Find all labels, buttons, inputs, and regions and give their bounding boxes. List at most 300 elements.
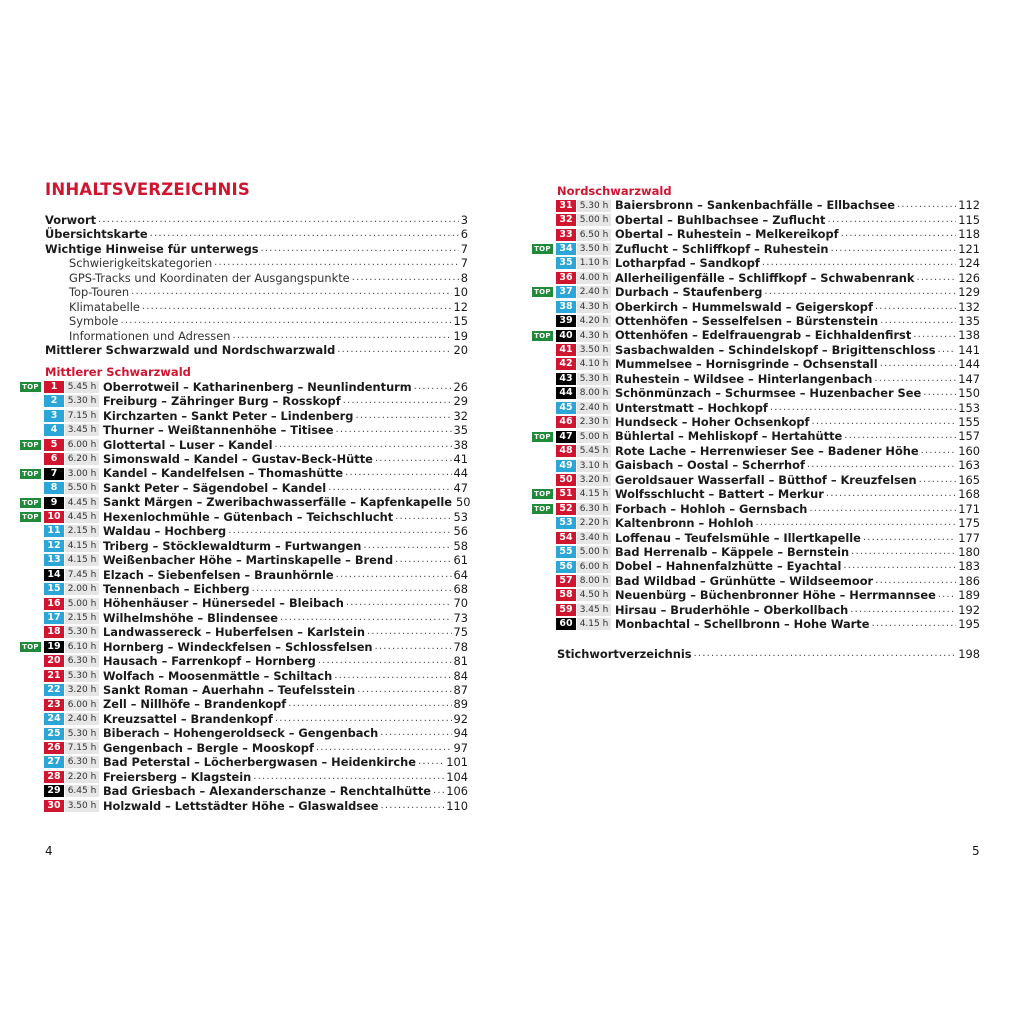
tour-duration: 7.45 h <box>65 569 99 581</box>
tour-entry[interactable] <box>20 741 468 755</box>
leader-dots <box>919 473 957 487</box>
tour-entry[interactable] <box>20 510 468 524</box>
tour-entry[interactable] <box>532 429 980 443</box>
tour-number-badge: 53 <box>556 517 576 529</box>
tour-entry[interactable] <box>20 438 468 452</box>
tour-title: Sasbachwalden – Schindelskopf – Brigittenschloss <box>615 342 936 357</box>
leader-dots <box>843 559 956 573</box>
leader-dots <box>812 415 957 429</box>
tour-entry[interactable] <box>20 697 468 711</box>
tour-page: 53 <box>453 509 468 524</box>
tour-entry[interactable] <box>532 588 980 602</box>
tour-entry[interactable] <box>532 242 980 256</box>
tour-title: Gaisbach – Oostal – Scherrhof <box>615 458 805 473</box>
section-nordschwarzwald <box>532 184 980 632</box>
tour-duration: 3.20 h <box>65 684 99 696</box>
leader-dots <box>232 329 451 343</box>
tour-entry[interactable] <box>20 669 468 683</box>
tour-page: 38 <box>453 437 468 452</box>
tour-title: Kirchzarten – Sankt Peter – Lindenberg <box>103 408 354 423</box>
tour-entry[interactable] <box>532 300 980 314</box>
tour-page: 192 <box>958 602 980 617</box>
top-tour-badge: TOP <box>20 382 41 392</box>
toc-entry[interactable] <box>20 256 468 270</box>
tour-entry[interactable] <box>532 285 980 299</box>
tour-number-badge: 45 <box>556 402 576 414</box>
tour-entry[interactable] <box>532 444 980 458</box>
leader-dots <box>380 726 451 740</box>
leader-dots <box>809 502 956 516</box>
tour-title: Wilhelmshöhe – Blindensee <box>103 610 278 625</box>
toc-entry[interactable] <box>20 343 468 357</box>
tour-entry[interactable] <box>532 271 980 285</box>
tour-number-badge: 9 <box>44 497 64 509</box>
tour-entry[interactable] <box>20 539 468 553</box>
tour-entry[interactable] <box>20 726 468 740</box>
leader-dots <box>755 516 956 530</box>
toc-entry-title: Klimatabelle <box>69 299 140 314</box>
tour-entry[interactable] <box>532 574 980 588</box>
tour-title: Baiersbronn – Sankenbachfälle – Ellbachsee <box>615 198 895 213</box>
top-tour-badge: TOP <box>20 440 41 450</box>
tour-duration: 5.30 h <box>65 626 99 638</box>
tour-duration: 5.30 h <box>577 200 611 212</box>
tour-number-badge: 10 <box>44 511 64 523</box>
tour-entry[interactable] <box>532 328 980 342</box>
tour-duration: 2.15 h <box>65 612 99 624</box>
toc-entry-title: Vorwort <box>45 213 97 227</box>
leader-dots <box>917 271 957 285</box>
page-number-left: 4 <box>45 844 53 858</box>
tour-duration: 4.45 h <box>65 497 99 509</box>
tour-entry[interactable] <box>20 683 468 697</box>
tour-duration: 8.00 h <box>577 387 611 399</box>
tour-page: 94 <box>453 726 468 741</box>
tour-entry[interactable] <box>20 596 468 610</box>
tour-page: 75 <box>453 625 468 640</box>
tour-title: Bad Griesbach – Alexanderschanze – Renchtalhütte <box>103 784 432 799</box>
tour-number-badge: 18 <box>44 626 64 638</box>
tour-title: Hexenlochmühle – Gütenbach – Teichschlucht <box>103 509 394 524</box>
tour-entry[interactable] <box>532 458 980 472</box>
tour-entry[interactable] <box>20 495 471 510</box>
top-tour-badge: TOP <box>20 512 41 522</box>
toc-entry-title: Top-Touren <box>69 285 130 300</box>
tour-page: 138 <box>958 328 980 343</box>
tour-title: Holzwald – Lettstädter Höhe – Glaswaldsee <box>103 798 379 813</box>
tour-entry[interactable] <box>20 380 468 394</box>
tour-duration: 5.00 h <box>577 431 611 443</box>
tour-page: 61 <box>453 553 468 568</box>
tour-entry[interactable] <box>532 473 980 487</box>
tour-number-badge: 2 <box>44 395 64 407</box>
tour-number-badge: 20 <box>44 655 64 667</box>
tour-number-badge: 57 <box>556 575 576 587</box>
tour-duration: 7.15 h <box>65 742 99 754</box>
toc-entry-page: 6 <box>460 227 468 242</box>
tour-title: Weißenbacher Höhe – Martinskapelle – Brend <box>103 553 394 568</box>
top-tour-badge: TOP <box>532 489 553 499</box>
top-tour-badge: TOP <box>532 432 553 442</box>
tour-entry[interactable] <box>20 784 468 798</box>
tour-title: Zell – Nillhöfe – Brandenkopf <box>103 697 287 712</box>
tour-number-badge: 34 <box>556 243 576 255</box>
tour-duration: 7.15 h <box>65 410 99 422</box>
tour-title: Obertal – Ruhestein – Melkereikopf <box>615 227 839 242</box>
tour-page: 141 <box>958 342 980 357</box>
tour-page: 168 <box>958 487 980 502</box>
tour-duration: 6.50 h <box>577 229 611 241</box>
tour-number-badge: 40 <box>556 330 576 342</box>
tour-page: 41 <box>453 452 468 466</box>
tour-entry[interactable] <box>532 198 980 212</box>
tour-duration: 4.15 h <box>577 618 611 630</box>
tour-entry[interactable] <box>532 502 980 516</box>
toc-entry[interactable] <box>20 271 468 285</box>
tour-number-badge: 44 <box>556 387 576 399</box>
tour-title: Ottenhöfen – Sesselfelsen – Bürstenstein <box>615 313 879 328</box>
tour-entry[interactable] <box>20 394 468 408</box>
tour-page: 118 <box>958 227 980 242</box>
tour-duration: 2.00 h <box>65 583 99 595</box>
tour-number-badge: 6 <box>44 453 64 465</box>
tour-duration: 2.20 h <box>577 517 611 529</box>
tour-title: Bad Peterstal – Löcherbergwasen – Heidenkirche <box>103 755 417 770</box>
index-entry[interactable] <box>532 647 980 661</box>
section-heading: Mittlerer Schwarzwald <box>45 365 191 380</box>
tour-entry[interactable] <box>20 423 468 437</box>
tour-number-badge: 1 <box>44 381 64 393</box>
toc-entry-title: Mittlerer Schwarzwald und Nordschwarzwald <box>45 342 336 357</box>
tour-duration: 5.00 h <box>65 598 99 610</box>
tour-entry[interactable] <box>20 770 468 784</box>
leader-dots <box>375 452 452 466</box>
tour-title: Sankt Roman – Auerhahn – Teufelsstein <box>103 683 356 697</box>
tour-title: Landwassereck – Huberfelsen – Karlstein <box>103 625 365 640</box>
tour-duration: 5.30 h <box>65 728 99 740</box>
toc-entry[interactable] <box>20 227 468 241</box>
tour-number-badge: 46 <box>556 416 576 428</box>
general-toc-list <box>20 213 468 357</box>
tour-title: Oberrotweil – Katharinenberg – Neunlindenturm <box>103 379 412 394</box>
toc-entry-page: 10 <box>453 285 468 300</box>
tour-page: 89 <box>453 697 468 712</box>
leader-dots <box>830 242 956 256</box>
tour-entry[interactable] <box>20 466 468 480</box>
leader-dots <box>275 712 452 726</box>
tour-page: 183 <box>958 559 980 574</box>
leader-dots <box>252 582 452 596</box>
toc-heading: INHALTSVERZEICHNIS <box>45 180 250 199</box>
tour-entry[interactable] <box>20 452 468 466</box>
tour-page: 177 <box>958 530 980 545</box>
tour-duration: 6.00 h <box>65 699 99 711</box>
toc-entry-title: Übersichtskarte <box>45 227 148 242</box>
tour-title: Elzach – Siebenfelsen – Braunhörnle <box>103 567 334 582</box>
tour-page: 110 <box>446 798 468 813</box>
tour-number-badge: 21 <box>44 670 64 682</box>
tour-page: 147 <box>958 371 980 386</box>
toc-entry[interactable] <box>20 314 468 328</box>
toc-entry-title: Symbole <box>69 314 119 329</box>
tour-title: Bad Wildbad – Grünhütte – Wildseemoor <box>615 573 874 588</box>
leader-dots <box>328 481 451 495</box>
leader-dots <box>880 314 956 328</box>
tour-duration: 2.20 h <box>65 771 99 783</box>
top-tour-badge: TOP <box>532 504 553 514</box>
leader-dots <box>381 799 445 813</box>
tour-duration: 5.30 h <box>65 670 99 682</box>
leader-dots <box>363 539 451 553</box>
tour-entry[interactable] <box>532 343 980 357</box>
tour-number-badge: 31 <box>556 200 576 212</box>
tour-entry[interactable] <box>532 213 980 227</box>
tour-number-badge: 11 <box>44 525 64 537</box>
top-tour-badge: TOP <box>20 498 41 508</box>
tour-title: Rote Lache – Herrenwieser See – Badener Höhe <box>615 443 919 458</box>
tour-entry[interactable] <box>20 611 468 625</box>
tour-title: Zuflucht – Schliffkopf – Ruhestein <box>615 241 829 256</box>
tour-title: Kaltenbronn – Hohloh <box>615 516 754 531</box>
toc-entry[interactable] <box>20 213 468 227</box>
tour-page: 195 <box>958 617 980 632</box>
tour-entry[interactable] <box>20 640 468 654</box>
tour-page: 78 <box>453 639 468 654</box>
leader-dots <box>395 510 451 524</box>
tour-number-badge: 51 <box>556 488 576 500</box>
tour-duration: 2.40 h <box>577 402 611 414</box>
tour-duration: 6.10 h <box>65 641 99 653</box>
leader-dots <box>871 617 956 631</box>
tour-page: 150 <box>958 386 980 401</box>
tour-entry[interactable] <box>20 755 468 769</box>
tour-page: 155 <box>958 415 980 429</box>
index-entry-page: 198 <box>958 646 980 661</box>
page-number-right: 5 <box>972 844 980 858</box>
leader-dots <box>142 300 452 314</box>
leader-dots <box>841 227 957 241</box>
leader-dots <box>418 755 444 769</box>
tour-page: 165 <box>958 472 980 487</box>
toc-entry-page: 7 <box>460 241 468 256</box>
leader-dots <box>875 300 956 314</box>
leader-dots <box>807 458 956 472</box>
tour-entry[interactable] <box>532 227 980 241</box>
tour-title: Sankt Märgen – Zweribachwasserfälle – Kapfenkapelle <box>103 495 453 510</box>
top-tour-badge: TOP <box>20 469 41 479</box>
leader-dots <box>352 271 459 285</box>
toc-entry-page: 3 <box>460 213 468 227</box>
tour-duration: 3.00 h <box>65 468 99 480</box>
tour-page: 180 <box>958 544 980 559</box>
tour-page: 126 <box>958 270 980 285</box>
tour-title: Simonswald – Kandel – Gustav-Beck-Hütte <box>103 452 373 466</box>
tour-title: Obertal – Buhlbachsee – Zuflucht <box>615 212 826 227</box>
tour-page: 84 <box>453 668 468 683</box>
tour-entry[interactable] <box>532 603 980 617</box>
tour-duration: 6.30 h <box>577 503 611 515</box>
tour-number-badge: 36 <box>556 272 576 284</box>
tour-number-badge: 23 <box>44 699 64 711</box>
tour-entry[interactable] <box>20 712 468 726</box>
top-tour-badge: TOP <box>532 331 553 341</box>
tour-entry[interactable] <box>20 481 468 495</box>
tour-entry[interactable] <box>532 401 980 415</box>
tour-page: 97 <box>453 740 468 755</box>
tour-title: Wolfach – Moosenmättle – Schiltach <box>103 668 333 683</box>
tour-title: Tennenbach – Eichberg <box>103 581 250 596</box>
tour-entry[interactable] <box>20 625 468 639</box>
tour-title: Freiersberg – Klagstein <box>103 769 252 784</box>
tour-title: Forbach – Hohloh – Gernsbach <box>615 501 808 516</box>
tour-page: 144 <box>958 357 980 372</box>
leader-dots <box>897 198 956 212</box>
tour-number-badge: 24 <box>44 713 64 725</box>
tour-number-badge: 50 <box>556 474 576 486</box>
tour-entry[interactable] <box>532 372 980 386</box>
leader-dots <box>345 466 451 480</box>
leader-dots <box>694 647 957 661</box>
tour-title: Dobel – Hahnenfalzhütte – Eyachtal <box>615 559 842 574</box>
tour-number-badge: 27 <box>44 756 64 768</box>
leader-dots <box>827 213 956 227</box>
tour-page: 87 <box>453 683 468 697</box>
tour-entry[interactable] <box>20 568 468 582</box>
toc-entry-page: 7 <box>460 256 468 271</box>
tour-entry[interactable] <box>532 617 980 631</box>
tour-title: Kandel – Kandelfelsen – Thomashütte <box>103 466 344 481</box>
tour-title: Gengenbach – Bergle – Mooskopf <box>103 740 314 755</box>
tour-entry[interactable] <box>532 314 980 328</box>
leader-dots <box>334 669 451 683</box>
tour-entry[interactable] <box>20 409 468 423</box>
tour-entry[interactable] <box>20 654 468 668</box>
toc-entry[interactable] <box>20 329 468 343</box>
top-tour-badge: TOP <box>532 244 553 254</box>
tour-duration: 4.15 h <box>65 540 99 552</box>
tour-title: Sankt Peter – Sägendobel – Kandel <box>103 480 327 495</box>
tour-page: 50 <box>456 495 471 510</box>
tour-title: Allerheiligenfälle – Schliffkopf – Schwabenrank <box>615 270 915 285</box>
tour-number-badge: 7 <box>44 468 64 480</box>
tour-page: 121 <box>958 241 980 256</box>
toc-entry-page: 15 <box>453 314 468 329</box>
tour-title: Triberg – Stöcklewaldturm – Furtwangen <box>103 538 362 553</box>
tour-entry[interactable] <box>20 582 468 596</box>
tour-title: Wolfsschlucht – Battert – Merkur <box>615 487 824 502</box>
tour-duration: 3.45 h <box>65 424 99 436</box>
tour-page: 70 <box>453 596 468 611</box>
toc-entry[interactable] <box>20 285 468 299</box>
tour-number-badge: 59 <box>556 604 576 616</box>
tour-number-badge: 8 <box>44 482 64 494</box>
leader-dots <box>433 784 444 798</box>
tour-page: 106 <box>446 784 468 799</box>
leader-dots <box>355 409 451 423</box>
tour-entry[interactable] <box>532 559 980 573</box>
index-entry-title: Stichwortverzeichnis <box>557 646 692 661</box>
tour-entry[interactable] <box>532 256 980 270</box>
tour-title: Hundseck – Hoher Ochsenkopf <box>615 415 810 429</box>
tour-number-badge: 42 <box>556 358 576 370</box>
tour-number-badge: 19 <box>44 641 64 653</box>
tour-title: Monbachtal – Schellbronn – Hohe Warte <box>615 617 870 632</box>
tour-page: 26 <box>453 379 468 394</box>
tour-entry[interactable] <box>532 545 980 559</box>
toc-entry[interactable] <box>20 242 468 256</box>
leader-dots <box>120 314 451 328</box>
tour-number-badge: 22 <box>44 684 64 696</box>
tour-entry[interactable] <box>532 487 980 501</box>
toc-entry-title: Schwierigkeitskategorien <box>69 256 213 271</box>
tour-duration: 4.15 h <box>65 554 99 566</box>
section-heading: Nordschwarzwald <box>557 184 672 198</box>
toc-entry[interactable] <box>20 300 468 314</box>
leader-dots <box>826 487 956 501</box>
top-tour-badge: TOP <box>532 287 553 297</box>
tour-number-badge: 55 <box>556 546 576 558</box>
tour-number-badge: 58 <box>556 589 576 601</box>
leader-dots <box>880 357 957 371</box>
tour-duration: 2.30 h <box>577 416 611 428</box>
tour-entry[interactable] <box>532 357 980 371</box>
tour-number-badge: 37 <box>556 286 576 298</box>
tour-page: 44 <box>453 466 468 481</box>
tour-duration: 3.10 h <box>577 460 611 472</box>
leader-dots <box>851 545 956 559</box>
tour-duration: 5.50 h <box>65 482 99 494</box>
tour-entry[interactable] <box>532 516 980 530</box>
tour-number-badge: 17 <box>44 612 64 624</box>
leader-dots <box>228 524 451 538</box>
tour-number-badge: 13 <box>44 554 64 566</box>
toc-entry-title: Wichtige Hinweise für unterwegs <box>45 241 259 256</box>
leader-dots <box>318 654 452 668</box>
tour-number-badge: 15 <box>44 583 64 595</box>
tour-page: 171 <box>958 501 980 516</box>
leader-dots <box>414 380 452 394</box>
tour-duration: 4.45 h <box>65 511 99 523</box>
tour-page: 47 <box>453 480 468 495</box>
tour-entry[interactable] <box>532 531 980 545</box>
leader-dots <box>863 531 956 545</box>
tour-duration: 6.00 h <box>65 439 99 451</box>
tour-number-badge: 56 <box>556 561 576 573</box>
leader-dots <box>98 213 459 227</box>
leader-dots <box>875 574 956 588</box>
tour-number-badge: 12 <box>44 540 64 552</box>
tour-title: Oberkirch – Hummelswald – Geigerskopf <box>615 299 873 314</box>
tour-page: 157 <box>958 429 980 444</box>
leader-dots <box>316 741 452 755</box>
leader-dots <box>770 401 956 415</box>
tour-entry[interactable] <box>532 386 980 400</box>
leader-dots <box>275 438 452 452</box>
tour-number-badge: 14 <box>44 569 64 581</box>
tour-entry[interactable] <box>532 415 980 429</box>
leader-dots <box>150 227 459 241</box>
tour-entry[interactable] <box>20 553 468 567</box>
tour-entry[interactable] <box>20 799 468 813</box>
tour-duration: 4.15 h <box>577 488 611 500</box>
tour-title: Bad Herrenalb – Käppele – Bernstein <box>615 544 850 559</box>
leader-dots <box>261 242 459 256</box>
tour-duration: 5.30 h <box>65 395 99 407</box>
tour-title: Höhenhäuser – Hünersedel – Bleibach <box>103 596 344 611</box>
tour-page: 160 <box>958 443 980 458</box>
tour-entry[interactable] <box>20 524 468 538</box>
tour-duration: 4.10 h <box>577 358 611 370</box>
